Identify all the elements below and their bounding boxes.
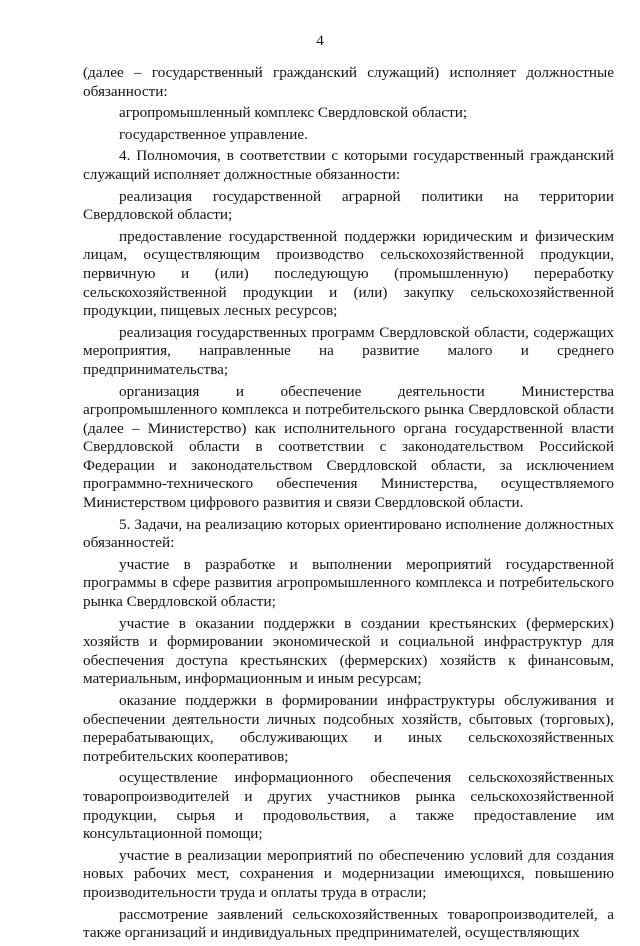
paragraph: рассмотрение заявлений сельскохозяйственных товаропроизводителей, а также организаций и индивидуальных предпринимателей, осуществляющих [83, 905, 614, 942]
paragraph: осуществление информационного обеспечения сельскохозяйственных товаропроизводителей и других участников рынка сельскохозяйственной продукции, сырья и продовольствия, а также предоставление им консультационной помощи; [83, 769, 614, 843]
paragraph: участие в реализации мероприятий по обеспечению условий для создания новых рабочих мест, сохранения и модернизации имеющихся, повышению производительности труда и оплаты труда в отрасли; [83, 846, 614, 901]
paragraph: агропромышленный комплекс Свердловской области; [119, 104, 468, 122]
paragraph: оказание поддержки в формировании инфраструктуры обслуживания и обеспечении деятельности личных подсобных хозяйств, сбытовых (торговых), перерабатывающих, обслуживающих и иных сельскохозяйственных потребительских кооперативов; [83, 692, 614, 765]
paragraph: (далее – государственный гражданский служащий) исполняет должностные обязанности: [83, 64, 614, 100]
page-number: 4 [316, 32, 324, 49]
paragraph: реализация государственной аграрной политики на территории Свердловской области; [83, 187, 614, 224]
paragraph: 5. Задачи, на реализацию которых ориентировано исполнение должностных обязанностей: [83, 515, 614, 552]
paragraph: участие в оказании поддержки в создании крестьянских (фермерских) хозяйств и формировании экономической и социальной инфраструктур для обеспечения доступа крестьянских (фермерских) хозяйств к финансовым, материальным, информационным и иным ресурсам; [83, 614, 614, 688]
paragraph: реализация государственных программ Свердловской области, содержащих мероприятия, направленные на развитие малого и среднего предпринимательства; [83, 323, 614, 378]
paragraph: участие в разработке и выполнении мероприятий государственной программы в сфере развития агропромышленного комплекса и потребительского рынка Свердловской области; [83, 555, 614, 611]
paragraph: 4. Полномочия, в соответствии с которыми государственный гражданский служащий исполняет должностные обязанности: [83, 147, 614, 183]
paragraph: государственное управление. [119, 125, 308, 143]
paragraph: организация и обеспечение деятельности Министерства агропромышленного комплекса и потребительского рынка Свердловской области (далее – Министерство) как исполнительного органа государственной власти Свердловской области в соответствии с законодательством Российской Федерации и законодательством Свердловской области, за исключением программно-технического обеспечения Министерства, осуществляемого Министерством цифрового развития и связи Свердловской области. [83, 382, 614, 512]
paragraph: предоставление государственной поддержки юридическим и физическим лицам, осуществляющим производство сельскохозяйственной продукции, первичную и (или) последующую (промышленную) переработку сельскохозяйственной продукции и (или) закупку сельскохозяйственной продукции, пищевых лесных ресурсов; [83, 227, 614, 320]
document-body [83, 64, 614, 946]
